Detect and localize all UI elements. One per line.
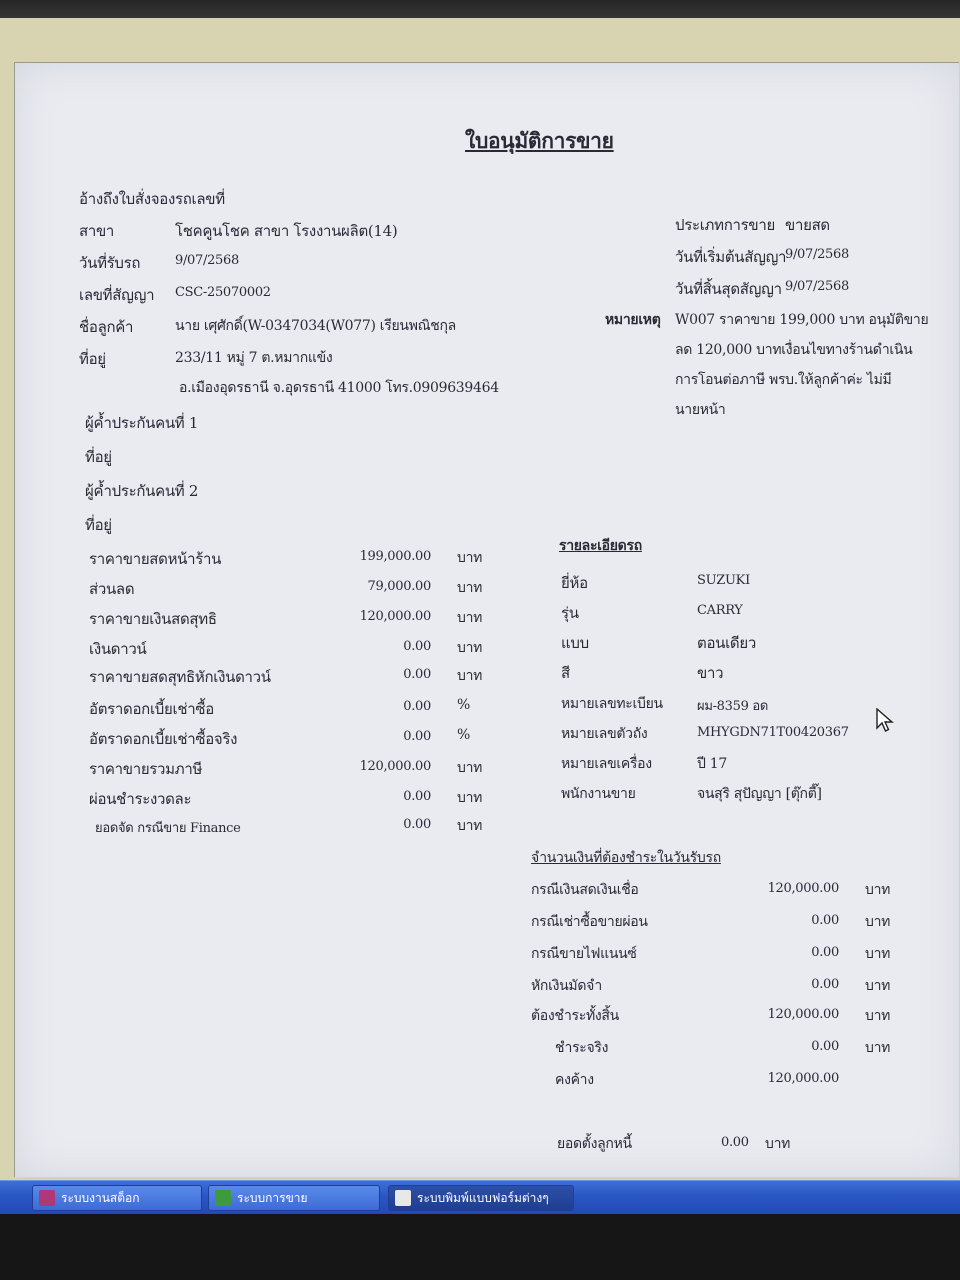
guarantor-2-address-label: ที่อยู่: [85, 516, 112, 534]
taskbar-button-stock[interactable]: [32, 1185, 202, 1211]
sales-approval-document: [14, 62, 959, 1177]
address-value: 233/11 หมู่ 7 ต.หมากแข้ง: [175, 350, 333, 366]
car-row-value: ผม-8359 อด: [697, 699, 769, 714]
price-row-unit: บาท: [457, 610, 483, 626]
taskbar-button-label: ระบบพิมพ์แบบฟอร์มต่างๆ: [417, 1190, 549, 1205]
price-row-value: 0.00: [403, 667, 431, 682]
sale-type-label: ประเภทการขาย: [675, 216, 775, 234]
taskbar: [0, 1180, 960, 1215]
customer-name-value: นาย เศุศักดิ์(W-0347034(W077) เรียนพณิชกุล: [175, 318, 456, 334]
monitor-bezel-bottom: [0, 1214, 960, 1280]
price-row-label: ผ่อนชำระงวดละ: [89, 790, 192, 808]
document-title: ใบอนุมัติการขาย: [465, 128, 614, 153]
car-row-value: SUZUKI: [697, 573, 750, 588]
stock-app-icon: [39, 1190, 55, 1206]
price-row-unit: บาท: [457, 640, 483, 656]
delivery-date-value: 9/07/2568: [175, 253, 239, 268]
price-row-value: 0.00: [403, 639, 431, 654]
price-row-value: 0.00: [403, 729, 431, 744]
remark-line: นายหน้า: [675, 402, 726, 418]
price-row-unit: %: [457, 727, 471, 743]
price-row-label: ส่วนลด: [89, 580, 135, 598]
price-row-value: 0.00: [403, 817, 431, 832]
price-row-label: อัตราดอกเบี้ยเช่าซื้อ: [89, 700, 214, 718]
payment-row-label: ชำระจริง: [555, 1040, 609, 1056]
sale-type-value: ขายสด: [785, 216, 830, 234]
price-row-label: ยอดจัด กรณีขาย Finance: [95, 821, 241, 836]
payment-row-label: กรณีเงินสดเงินเชื่อ: [531, 882, 639, 898]
car-row-label: หมายเลขทะเบียน: [561, 696, 663, 712]
branch-value: โชคคูนโชค สาขา โรงงานผลิต(14): [175, 222, 398, 240]
taskbar-button-print-forms[interactable]: [388, 1185, 574, 1211]
payment-section-title: จำนวนเงินที่ต้องชำระในวันรับรถ: [531, 850, 721, 866]
remark-line: ลด 120,000 บาทเงื่อนไขทางร้านดำเนิน: [675, 342, 913, 358]
car-row-label: ยี่ห้อ: [561, 574, 588, 592]
price-row-unit: บาท: [457, 790, 483, 806]
report-viewer-window: [0, 18, 960, 1180]
reference-label: อ้างถึงใบสั่งจองรถเลขที่: [79, 190, 225, 208]
price-row-label: ราคาขายสดหน้าร้าน: [89, 550, 222, 568]
print-forms-app-icon: [395, 1190, 411, 1206]
car-row-value: จนสุริ สุปัญญา [ตุ๊กตี๊]: [697, 786, 822, 802]
price-row-label: อัตราดอกเบี้ยเช่าซื้อจริง: [89, 730, 238, 748]
price-row-unit: บาท: [457, 580, 483, 596]
car-row-label: หมายเลขตัวถัง: [561, 726, 648, 742]
price-row-unit: %: [457, 697, 471, 713]
branch-label: สาขา: [79, 222, 115, 240]
car-row-label: พนักงานขาย: [561, 786, 636, 802]
payment-row-value: 120,000.00: [767, 881, 839, 896]
guarantor-2-label: ผู้ค้ำประกันคนที่ 2: [85, 482, 199, 500]
debt-unit: บาท: [765, 1136, 791, 1152]
payment-row-unit: บาท: [865, 946, 891, 962]
car-section-title: รายละเอียดรถ: [559, 538, 642, 554]
car-row-value: ขาว: [697, 664, 724, 682]
guarantor-1-label: ผู้ค้ำประกันคนที่ 1: [85, 414, 199, 432]
address-label: ที่อยู่: [79, 350, 106, 368]
remark-label: หมายเหตุ: [605, 312, 661, 328]
car-row-label: แบบ: [561, 634, 589, 652]
payment-row-value: 120,000.00: [767, 1007, 839, 1022]
payment-row-unit: บาท: [865, 914, 891, 930]
payment-row-label: คงค้าง: [555, 1072, 594, 1088]
customer-name-label: ชื่อลูกค้า: [79, 318, 134, 336]
delivery-date-label: วันที่รับรถ: [79, 254, 141, 272]
sales-app-icon: [215, 1190, 231, 1206]
price-row-unit: บาท: [457, 818, 483, 834]
contract-no-value: CSC-25070002: [175, 285, 271, 300]
taskbar-button-sales[interactable]: [208, 1185, 380, 1211]
mouse-pointer-icon: [876, 708, 894, 738]
payment-row-label: หักเงินมัดจำ: [531, 978, 602, 994]
contract-end-label: วันที่สิ้นสุดสัญญา: [675, 280, 782, 298]
payment-row-value: 0.00: [811, 913, 839, 928]
car-row-label: รุ่น: [561, 604, 579, 622]
remark-line: W007 ราคาขาย 199,000 บาท อนุมัติขาย: [675, 312, 929, 328]
address-line-2: อ.เมืองอุดรธานี จ.อุดรธานี 41000 โทร.0909639464: [179, 380, 499, 396]
remark-line: การโอนต่อภาษี พรบ.ให้ลูกค้าค่ะ ไม่มี: [675, 372, 892, 388]
payment-row-unit: บาท: [865, 882, 891, 898]
payment-row-value: 120,000.00: [767, 1071, 839, 1086]
price-row-label: ราคาขายเงินสดสุทธิ: [89, 610, 217, 628]
payment-row-label: กรณีขายไฟแนนซ์: [531, 946, 637, 962]
taskbar-button-label: ระบบงานสต็อก: [61, 1190, 140, 1205]
price-row-unit: บาท: [457, 668, 483, 684]
payment-row-value: 0.00: [811, 1039, 839, 1054]
price-row-value: 0.00: [403, 699, 431, 714]
car-row-value: MHYGDN71T00420367: [697, 725, 849, 740]
payment-row-unit: บาท: [865, 1008, 891, 1024]
guarantor-1-address-label: ที่อยู่: [85, 448, 112, 466]
debt-label: ยอดตั้งลูกหนี้: [557, 1136, 632, 1152]
price-row-label: เงินดาวน์: [89, 640, 147, 658]
price-row-value: 199,000.00: [359, 549, 431, 564]
contract-no-label: เลขที่สัญญา: [79, 286, 155, 304]
debt-value: 0.00: [721, 1135, 749, 1150]
payment-row-value: 0.00: [811, 945, 839, 960]
car-row-label: หมายเลขเครื่อง: [561, 756, 652, 772]
price-row-value: 0.00: [403, 789, 431, 804]
price-row-label: ราคาขายรวมภาษี: [89, 760, 203, 778]
car-row-value: CARRY: [697, 603, 743, 618]
payment-row-label: กรณีเช่าซื้อขายผ่อน: [531, 914, 648, 930]
price-row-unit: บาท: [457, 760, 483, 776]
contract-end-value: 9/07/2568: [785, 279, 849, 294]
price-row-unit: บาท: [457, 550, 483, 566]
payment-row-label: ต้องชำระทั้งสิ้น: [531, 1008, 619, 1024]
contract-start-label: วันที่เริ่มต้นสัญญา: [675, 248, 787, 266]
payment-row-unit: บาท: [865, 978, 891, 994]
contract-start-value: 9/07/2568: [785, 247, 849, 262]
price-row-value: 120,000.00: [359, 759, 431, 774]
taskbar-button-label: ระบบการขาย: [237, 1190, 308, 1205]
payment-row-unit: บาท: [865, 1040, 891, 1056]
car-row-label: สี: [561, 664, 570, 682]
price-row-label: ราคาขายสดสุทธิหักเงินดาวน์: [89, 668, 271, 686]
payment-row-value: 0.00: [811, 977, 839, 992]
car-row-value: ตอนเดียว: [697, 634, 756, 652]
price-row-value: 79,000.00: [367, 579, 431, 594]
car-row-value: ปี 17: [697, 756, 727, 772]
price-row-value: 120,000.00: [359, 609, 431, 624]
